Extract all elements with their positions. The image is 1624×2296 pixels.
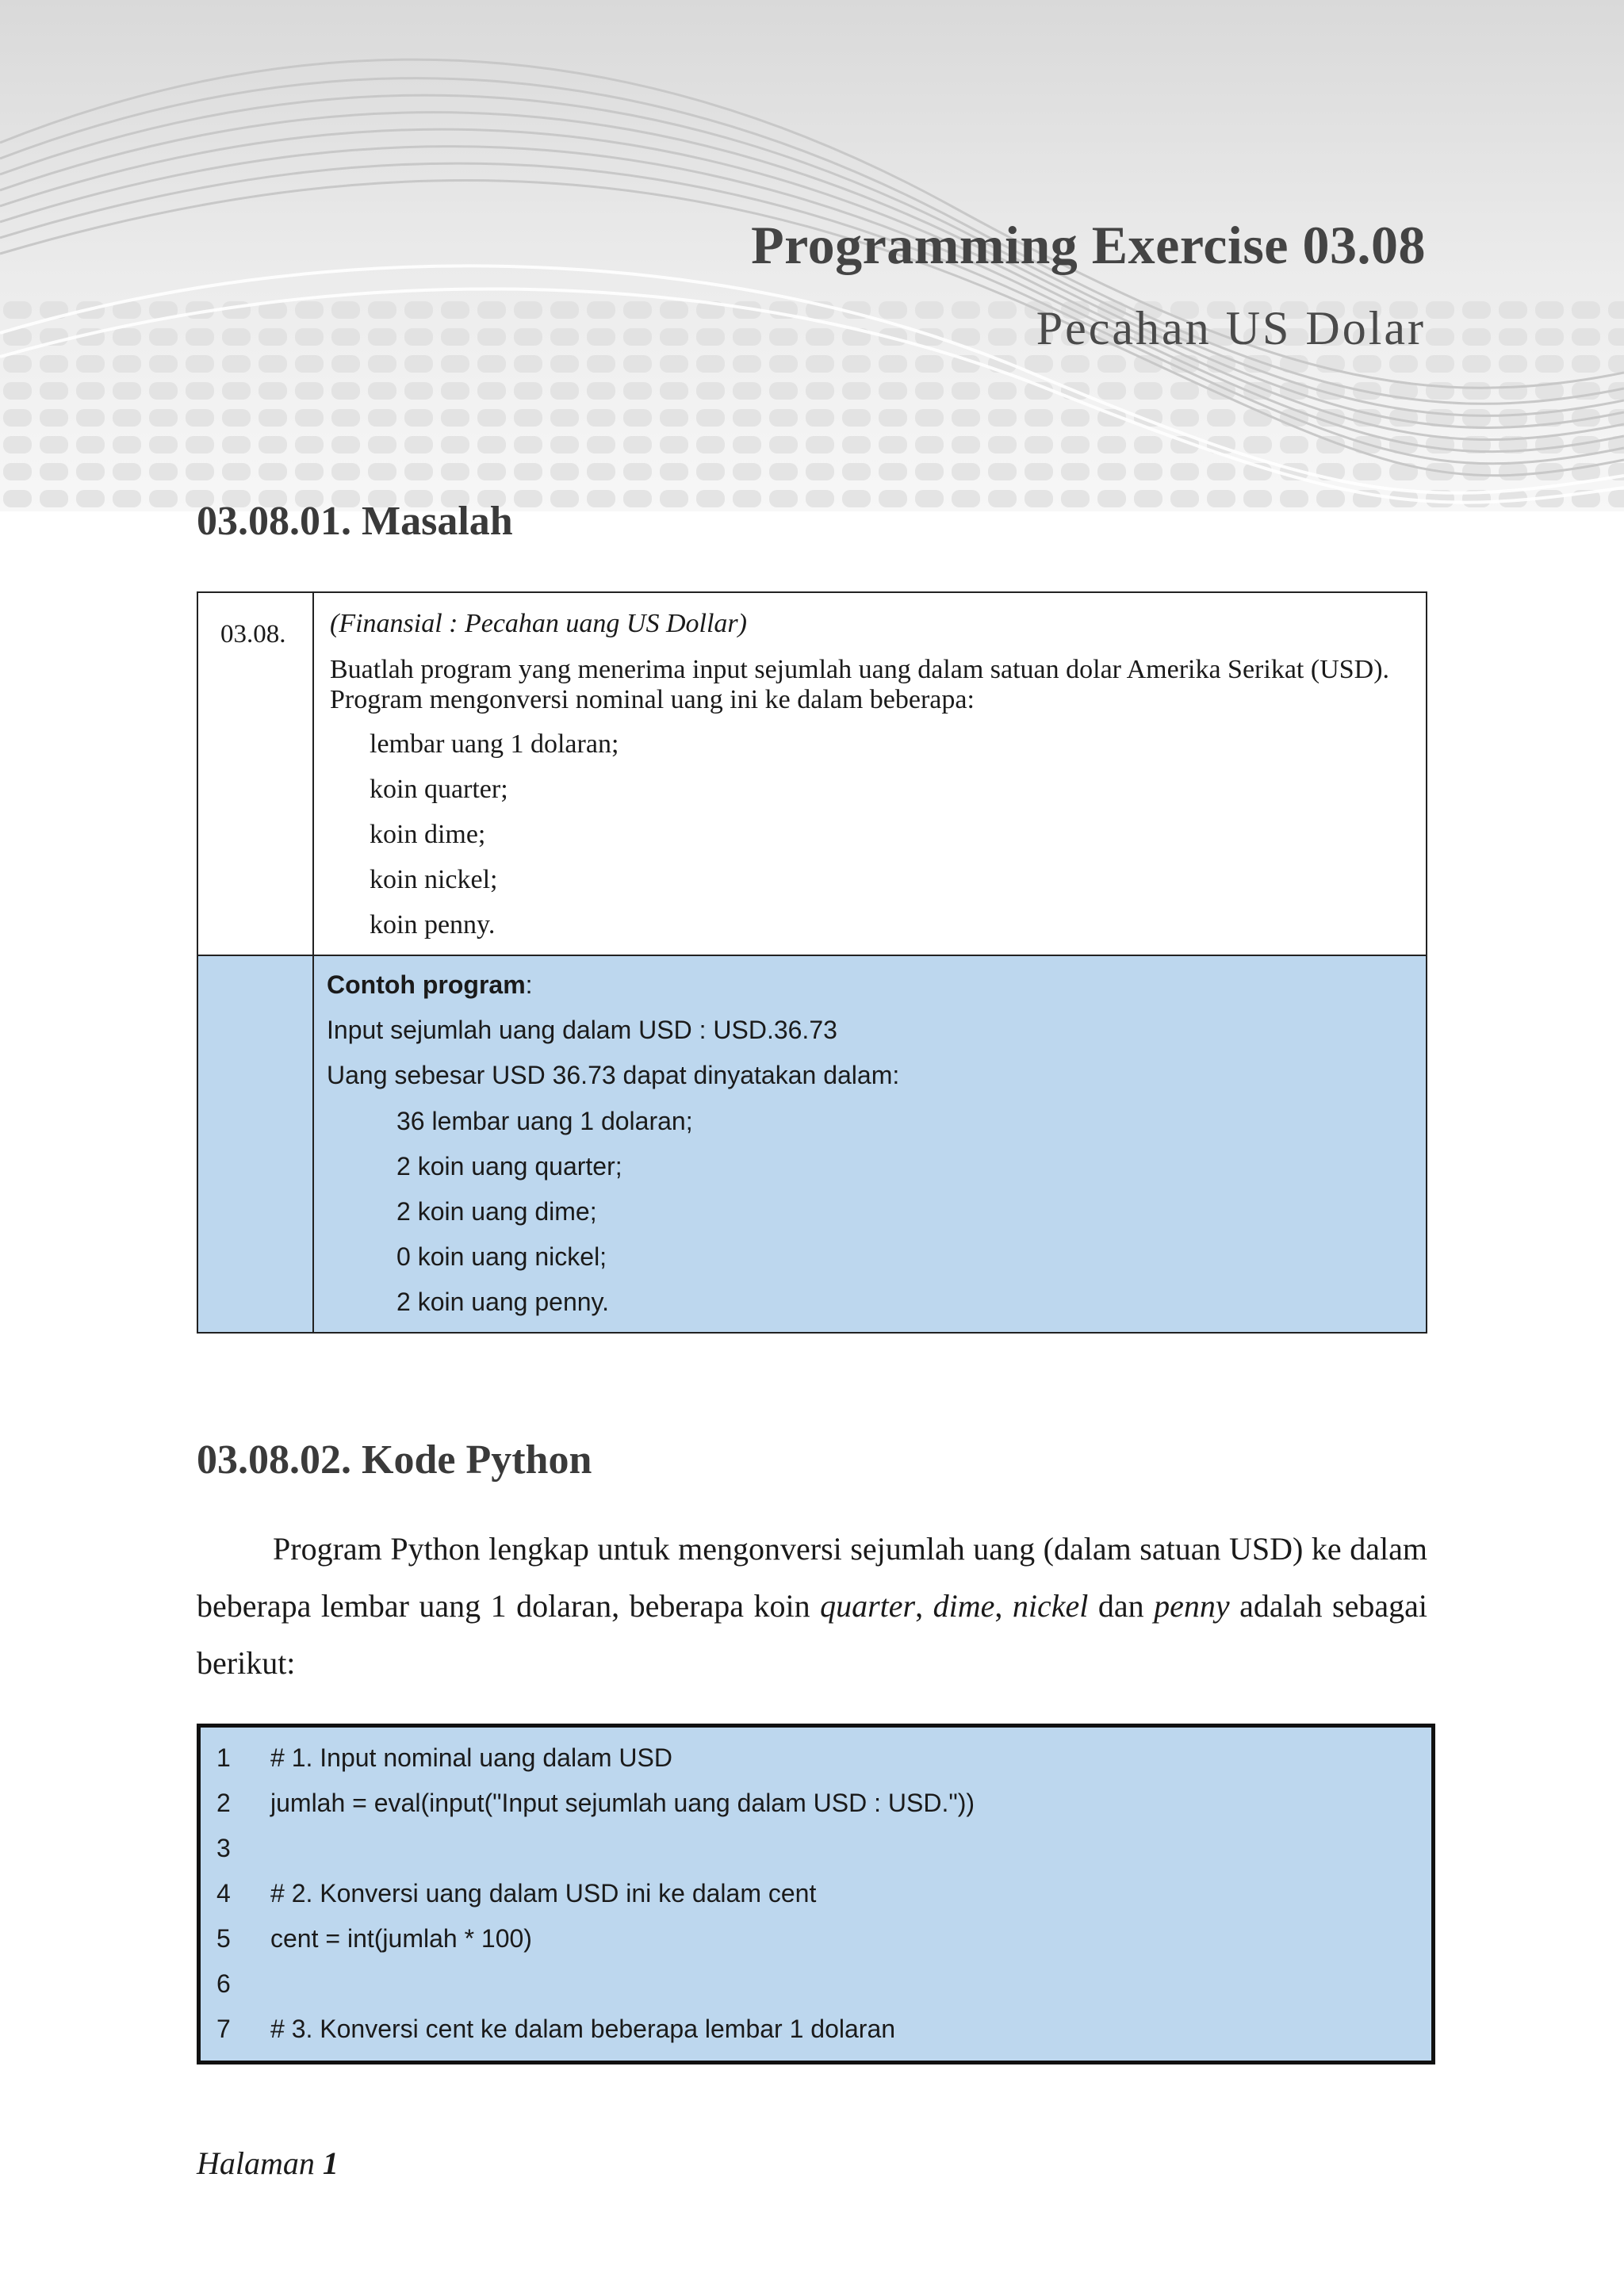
section-heading-kode-python: 03.08.02. Kode Python — [197, 1437, 592, 1483]
paragraph-text: Program Python lengkap untuk mengonversi sejumlah uang (dalam satuan USD) ke dalam beberapa lembar uang 1 dolaran, beberapa koin — [197, 1531, 1427, 1624]
list-item: koin quarter; — [370, 775, 508, 804]
paragraph-separator: dan — [1088, 1588, 1155, 1624]
code-text: # 2. Konversi uang dalam USD ini ke dalam cent — [270, 1879, 817, 1908]
list-item: koin nickel; — [370, 865, 498, 894]
list-item: koin penny. — [370, 910, 496, 939]
example-input-line: Input sejumlah uang dalam USD : USD.36.73 — [327, 1016, 837, 1044]
problem-desc-line2: Program mengonversi nominal uang ini ke dalam beberapa: — [330, 685, 975, 714]
example-result-line: Uang sebesar USD 36.73 dapat dinyatakan dalam: — [327, 1061, 900, 1089]
paragraph-term-dime: dime — [933, 1588, 995, 1624]
problem-table — [197, 591, 1427, 1334]
code-line — [201, 1743, 1431, 1789]
code-text: # 1. Input nominal uang dalam USD — [270, 1743, 672, 1772]
paragraph-term-nickel: nickel — [1012, 1588, 1089, 1624]
paragraph-text: adalah sebagai berikut: — [197, 1588, 1428, 1681]
problem-description-cell — [314, 593, 1426, 955]
code-text: jumlah = eval(input("Input sejumlah uang dalam USD : USD.")) — [270, 1789, 975, 1817]
line-number: 5 — [216, 1924, 231, 1953]
code-line — [201, 1969, 1431, 2015]
list-item: koin dime; — [370, 820, 486, 849]
code-line — [201, 1879, 1431, 1924]
list-item: 2 koin uang penny. — [396, 1288, 610, 1316]
example-label-text: Contoh program — [327, 970, 526, 999]
column-divider — [312, 956, 314, 1332]
line-number: 1 — [216, 1743, 231, 1772]
line-number: 7 — [216, 2015, 231, 2043]
page-number: 1 — [322, 2145, 339, 2181]
code-text: cent = int(jumlah * 100) — [270, 1924, 532, 1953]
intro-paragraph — [197, 1521, 1427, 1692]
code-text: # 3. Konversi cent ke dalam beberapa lembar 1 dolaran — [270, 2015, 896, 2043]
example-label-colon: : — [525, 970, 533, 999]
code-line — [201, 1834, 1431, 1879]
list-item: lembar uang 1 dolaran; — [370, 729, 619, 759]
paragraph-term-quarter: quarter — [820, 1588, 916, 1624]
code-block — [197, 1724, 1435, 2064]
list-item: 0 koin uang nickel; — [396, 1242, 607, 1271]
example-program-cell — [198, 955, 1426, 1332]
problem-desc-line1: Buatlah program yang menerima input sejumlah uang dalam satuan dolar Amerika Serikat (USD). — [330, 655, 1390, 684]
line-number: 6 — [216, 1969, 231, 1998]
paragraph-separator: , — [994, 1588, 1013, 1624]
example-label — [327, 970, 533, 1000]
code-line — [201, 1924, 1431, 1969]
list-item: 2 koin uang dime; — [396, 1197, 597, 1226]
footer-label: Halaman — [197, 2145, 323, 2181]
code-line — [201, 2015, 1431, 2060]
problem-category: (Finansial : Pecahan uang US Dollar) — [330, 609, 747, 638]
line-number: 2 — [216, 1789, 231, 1817]
section-heading-masalah: 03.08.01. Masalah — [197, 499, 513, 544]
page-subtitle: Pecahan US Dolar — [1036, 302, 1426, 354]
page-footer — [197, 2145, 339, 2182]
code-line — [201, 1789, 1431, 1834]
page-title: Programming Exercise 03.08 — [751, 215, 1426, 275]
problem-number: 03.08. — [220, 620, 286, 649]
list-item: 2 koin uang quarter; — [396, 1152, 622, 1181]
line-number: 3 — [216, 1834, 231, 1862]
paragraph-separator: , — [915, 1588, 933, 1624]
list-item: 36 lembar uang 1 dolaran; — [396, 1107, 693, 1135]
paragraph-term-penny: penny — [1154, 1588, 1230, 1624]
line-number: 4 — [216, 1879, 231, 1908]
